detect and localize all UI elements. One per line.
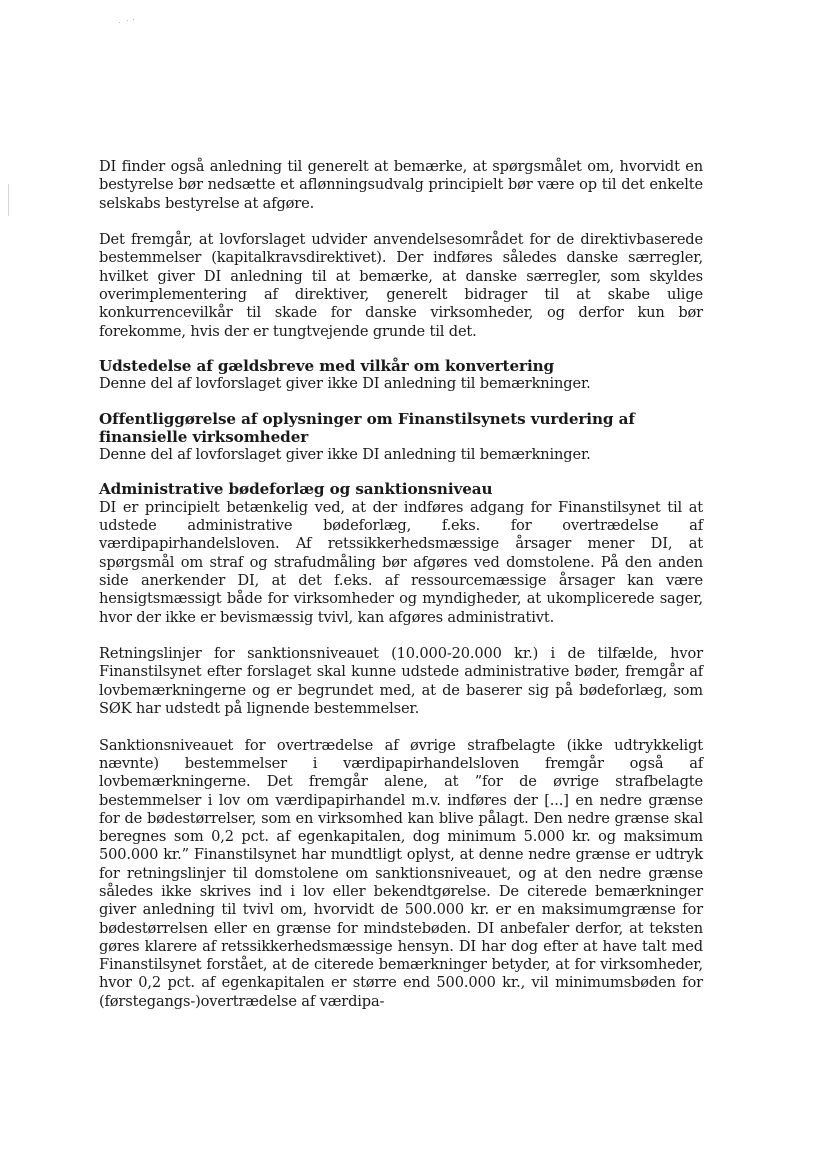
paragraph-overimplementering: Det fremgår, at lovforslaget udvider anvendelsesområdet for de direktivbaserede bestemmelser (kapitalkravsdirektivet). Der indføres således danske særregler, hvilket giver DI anledning til at bemærke, at danske særregler, som skyldes overimplementering af direktiver, generelt bidrager til at skabe ulige konkurrencevilkår til skade for danske virksomheder, og derfor kun bør forekomme, hvis der er tungtvejende grunde til det.	[99, 231, 703, 340]
heading-bodeforlaeg: Administrative bødeforlæg og sanktionsniveau	[99, 480, 493, 499]
scan-speck	[119, 19, 135, 24]
paragraph-offentliggorelse: Denne del af lovforslaget giver ikke DI anledning til bemærkninger.	[99, 446, 591, 464]
paragraph-sanktionsniveau: Sanktionsniveauet for overtrædelse af øvrige strafbelagte (ikke udtrykkeligt nævnte) bestemmelser i værdipapirhandelsloven fremgår også af lovbemærkningerne. Det fremgår alene, at ”for de øvrige strafbelagte bestemmelser i lov om værdipapirhandel m.v. indføres der [...] en nedre grænse for de bødestørrelser, som en virksomhed kan blive pålagt. Den nedre grænse skal beregnes som 0,2 pct. af egenkapitalen, dog minimum 5.000 kr. og maksimum 500.000 kr.” Finanstilsynet har mundtligt oplyst, at denne nedre grænse er udtryk for retningslinjer til domstolene om sanktionsniveauet, og at den nedre grænse således ikke skrives ind i lov eller bekendtgørelse. De citerede bemærkninger giver anledning til tvivl om, hvorvidt de 500.000 kr. er en maksimumgrænse for bødestørrelsen eller en grænse for mindstebøden. DI anbefaler derfor, at teksten gøres klarere af retssikkerhedsmæssige hensyn. DI har dog efter at have talt med Finanstilsynet forstået, at de citerede bemærkninger betyder, at for virksomheder, hvor 0,2 pct. af egenkapitalen er større end 500.000 kr., vil minimumsbøden for (førstegangs-)overtrædelse af værdipa-	[99, 736, 703, 1010]
paragraph-retningslinjer: Retningslinjer for sanktionsniveauet (10.000-20.000 kr.) i de tilfælde, hvor Finanstilsynet efter forslaget skal kunne udstede administrative bøder, fremgår af lovbemærkningerne og er begrundet med, at de baserer sig på bødeforlæg, som SØK har udstedt på lignende bestemmelser.	[99, 645, 703, 718]
scan-margin-mark	[8, 184, 9, 216]
heading-gaeldsbreve: Udstedelse af gældsbreve med vilkår om konvertering	[99, 356, 555, 375]
paragraph-aflonningsudvalg: DI finder også anledning til generelt at bemærke, at spørgsmålet om, hvorvidt en bestyrelse bør nedsætte et aflønningsudvalg principielt bør være op til det enkelte selskabs bestyrelse at afgøre.	[99, 158, 703, 212]
document-page	[99, 158, 703, 1011]
heading-offentliggorelse: Offentliggørelse af oplysninger om Finanstilsynets vurdering af finansielle virksomheder	[99, 409, 635, 446]
paragraph-gaeldsbreve: Denne del af lovforslaget giver ikke DI anledning til bemærkninger.	[99, 375, 591, 393]
paragraph-bodeforlaeg-principielt: DI er principielt betænkelig ved, at der indføres adgang for Finanstilsynet til at udstede administrative bødeforlæg, f.eks. for overtrædelse af værdipapirhandelsloven. Af retssikkerhedsmæssige årsager mener DI, at spørgsmål om straf og strafudmåling bør afgøres ved domstolene. På den anden side anerkender DI, at det f.eks. af ressourcemæssige årsager kan være hensigtsmæssigt både for virksomheder og myndigheder, at ukomplicerede sager, hvor der ikke er bevismæssig tvivl, kan afgøres administrativt.	[99, 498, 703, 626]
